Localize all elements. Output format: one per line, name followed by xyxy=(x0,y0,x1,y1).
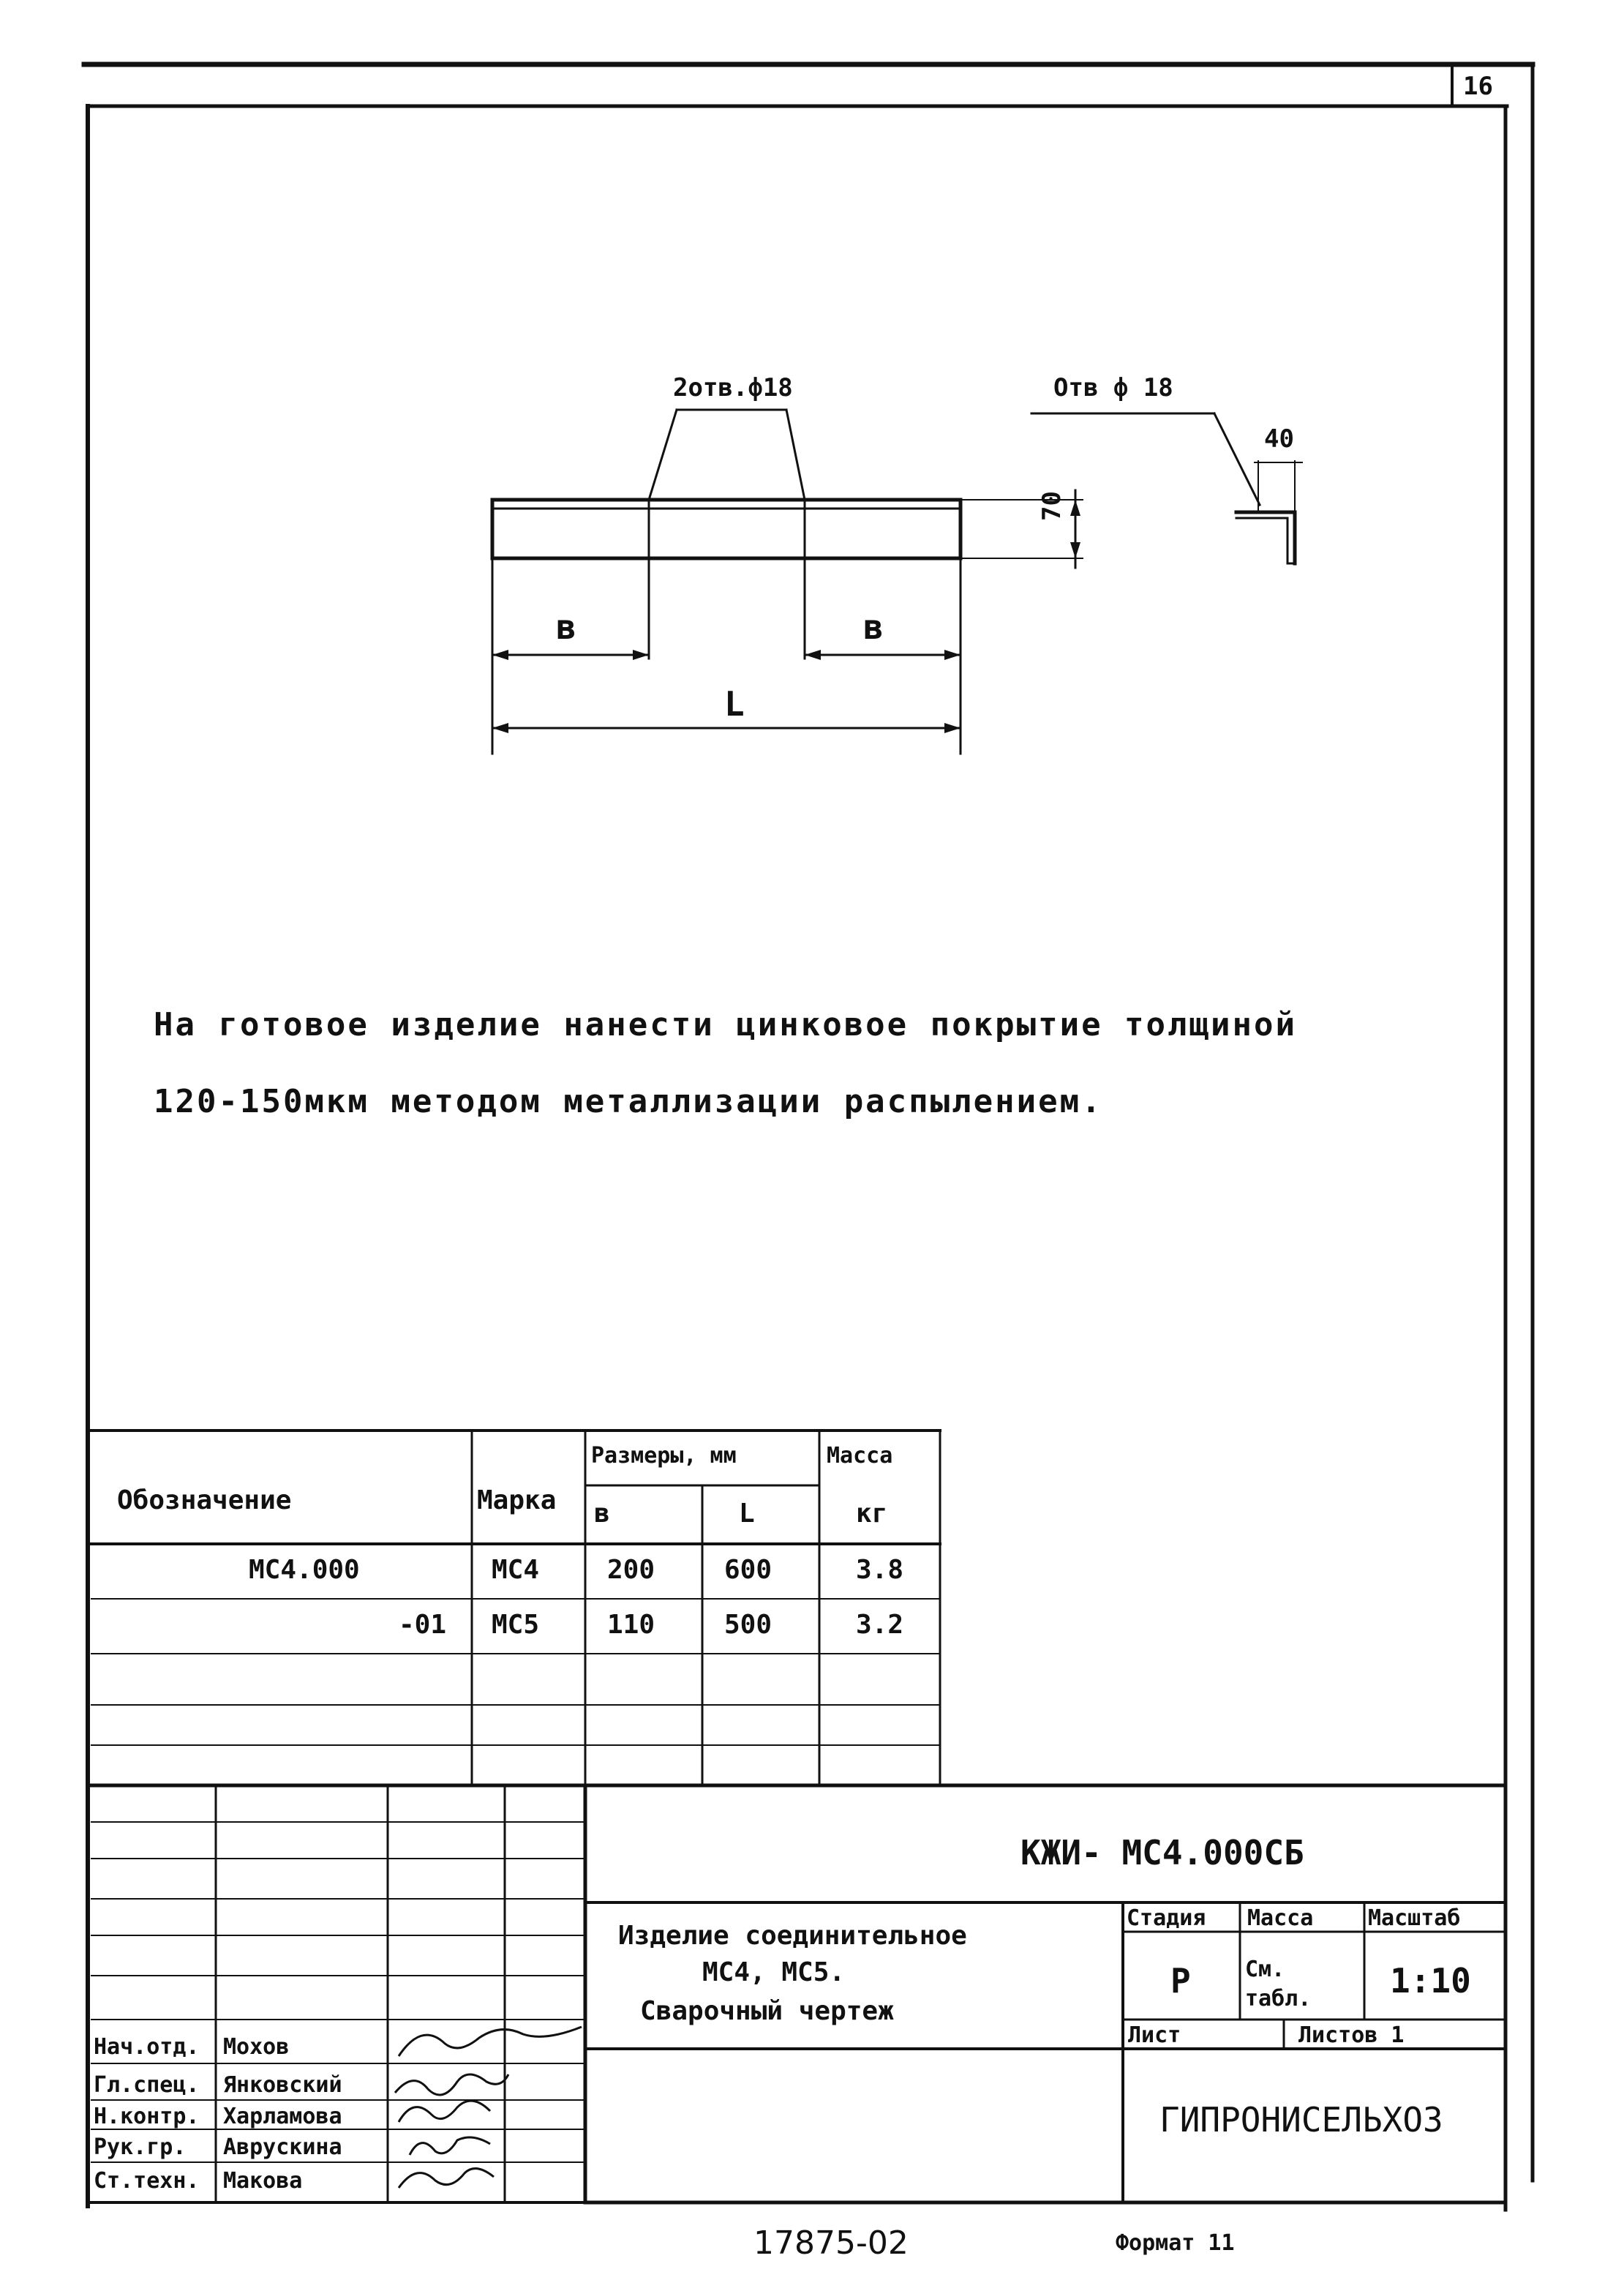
signature-role: Ст.техн. xyxy=(94,2168,200,2194)
spec-header-mark: Марка xyxy=(477,1485,557,1515)
spec-cell-designation: МС4.000 xyxy=(249,1555,360,1585)
spec-header-b: в xyxy=(594,1499,610,1529)
signature-scribbles xyxy=(395,2027,582,2188)
footer-format: Формат 11 xyxy=(1116,2230,1235,2256)
note-line-1: На готовое изделие нанести цинковое покрытие толщиной xyxy=(154,1006,1297,1043)
organization-name: ГИПРОНИСЕЛЬХОЗ xyxy=(1159,2100,1443,2140)
footer-doc-number: 17875-02 xyxy=(753,2224,909,2262)
signature-name: Янковский xyxy=(223,2072,342,2098)
signature-role: Гл.спец. xyxy=(94,2072,200,2098)
spec-header-mass: Масса xyxy=(827,1443,893,1469)
spec-header-sizes: Размеры, мм xyxy=(591,1443,737,1469)
sheet-label: Лист xyxy=(1128,2022,1181,2048)
signature-role: Рук.гр. xyxy=(94,2134,187,2160)
spec-header-kg: кг xyxy=(856,1499,888,1529)
hole-label-right: Отв ф 18 xyxy=(1053,373,1173,402)
document-code: КЖИ- МС4.000СБ xyxy=(1020,1833,1304,1872)
scale-header: Масштаб xyxy=(1368,1905,1461,1931)
spec-cell-mass: 3.8 xyxy=(856,1555,904,1585)
note-line-2: 120-150мкм методом металлизации распылением. xyxy=(154,1083,1103,1120)
spec-cell-l: 600 xyxy=(724,1555,772,1585)
title-name-line-3: Сварочный чертеж xyxy=(640,1996,894,2026)
signature-name: Харламова xyxy=(223,2104,342,2129)
stage-header: Стадия xyxy=(1127,1905,1206,1931)
dim-b-left: в xyxy=(556,607,576,647)
spec-cell-b: 110 xyxy=(607,1610,655,1640)
dim-angle: 40 xyxy=(1264,424,1294,454)
spec-header-l: L xyxy=(739,1499,755,1529)
signature-role: Н.контр. xyxy=(94,2104,200,2129)
signature-name: Мохов xyxy=(223,2034,290,2060)
dim-width: 70 xyxy=(1037,491,1067,521)
holes-label: 2отв.ф18 xyxy=(673,373,793,402)
title-name-line-2: МС4, МС5. xyxy=(702,1957,846,1987)
signature-name: Макова xyxy=(223,2168,303,2194)
signature-role: Нач.отд. xyxy=(94,2034,200,2060)
spec-cell-mass: 3.2 xyxy=(856,1610,904,1640)
sheet-number: 16 xyxy=(1463,72,1493,101)
title-name-line-1: Изделие соединительное xyxy=(618,1921,967,1951)
spec-cell-mark: МС4 xyxy=(492,1555,540,1585)
sheets-label: Листов 1 xyxy=(1298,2022,1405,2048)
spec-cell-designation: -01 xyxy=(399,1610,447,1640)
scale-value: 1:10 xyxy=(1390,1961,1471,2001)
dim-b-right: в xyxy=(863,607,884,647)
stage-value: Р xyxy=(1170,1961,1191,2001)
spec-cell-b: 200 xyxy=(607,1555,655,1585)
signature-name: Аврускина xyxy=(223,2134,342,2160)
spec-cell-mark: МС5 xyxy=(492,1610,540,1640)
spec-cell-l: 500 xyxy=(724,1610,772,1640)
spec-header-designation: Обозначение xyxy=(117,1485,292,1515)
mass-value: См. табл. xyxy=(1245,1957,1312,2011)
dim-length: L xyxy=(724,684,745,724)
mass-header: Масса xyxy=(1247,1905,1314,1931)
